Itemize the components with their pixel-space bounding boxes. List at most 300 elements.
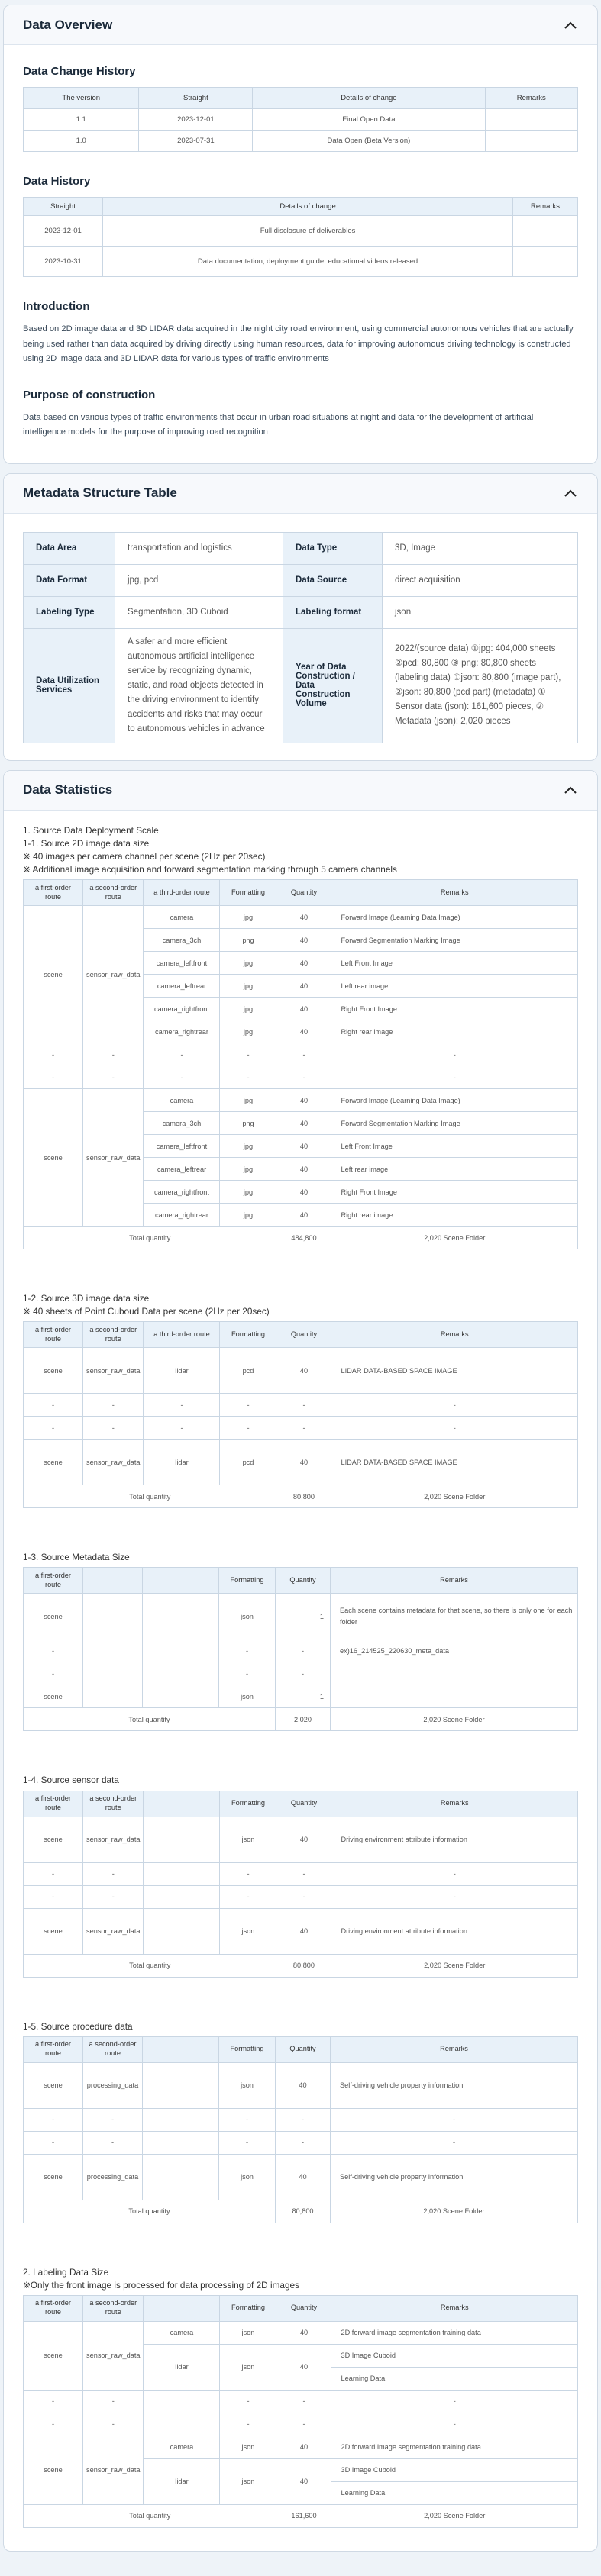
table-cell: camera_3ch	[144, 929, 220, 952]
table-cell: 40	[276, 2154, 331, 2200]
table-cell: camera_leftrear	[144, 975, 220, 998]
meta-key: Data Type	[283, 532, 383, 564]
column-header: Formatting	[219, 2036, 276, 2062]
table-cell: Each scene contains metadata for that scene, so there is only one for each folder	[331, 1594, 578, 1639]
column-header	[143, 1568, 219, 1594]
table-cell: 40	[276, 929, 331, 952]
table-cell	[83, 1685, 143, 1708]
table-cell: lidar	[144, 2344, 220, 2390]
table-cell: 2023-12-01	[139, 109, 253, 131]
table-cell: sensor_raw_data	[83, 1089, 144, 1227]
table-row	[24, 1685, 578, 1708]
total-remark: 2,020 Scene Folder	[331, 2200, 578, 2223]
table-cell: scene	[24, 1089, 83, 1227]
column-header: Remarks	[331, 1568, 578, 1594]
table-cell: -	[276, 1662, 331, 1685]
column-header: Remarks	[331, 880, 578, 906]
table-cell: camera_rightrear	[144, 1204, 220, 1227]
table-cell: json	[220, 1908, 276, 1954]
table-cell: scene	[24, 2154, 83, 2200]
column-header: Straight	[24, 198, 103, 216]
table-row	[24, 2321, 578, 2344]
column-header: Quantity	[276, 880, 331, 906]
table-row	[24, 1817, 578, 1862]
table-cell: -	[219, 1662, 276, 1685]
meta-value: Segmentation, 3D Cuboid	[115, 596, 283, 628]
total-label: Total quantity	[24, 2504, 276, 2527]
table-row	[24, 2413, 578, 2436]
table-row	[24, 131, 578, 152]
table-cell: -	[24, 1394, 83, 1417]
table-cell: json	[220, 1817, 276, 1862]
table-cell: json	[219, 1594, 276, 1639]
chevron-up-icon[interactable]	[562, 782, 579, 798]
total-label: Total quantity	[24, 1485, 276, 1508]
section-heading: Purpose of construction	[23, 388, 156, 401]
table-cell: -	[220, 1043, 276, 1066]
table-cell: 3D Image Cuboid	[331, 2344, 578, 2367]
table-row	[24, 2108, 578, 2131]
table-cell	[144, 1908, 220, 1954]
table-cell: -	[331, 2131, 578, 2154]
table-cell: json	[220, 2344, 276, 2390]
table-cell: 2023-12-01	[24, 216, 103, 247]
table-cell: Right rear image	[331, 1020, 578, 1043]
labeling-section	[23, 2266, 578, 2528]
table-cell: json	[220, 2321, 276, 2344]
total-value: 80,800	[276, 1954, 331, 1977]
table-cell: -	[24, 2413, 83, 2436]
table-cell: LIDAR DATA-BASED SPACE IMAGE	[331, 1440, 578, 1485]
column-header	[83, 1568, 143, 1594]
table-cell: Left Front Image	[331, 952, 578, 975]
meta-value: 2022/(source data) ①jpg: 404,000 sheets ②pcd: 80,800 ③ png: 80,800 sheets (labeling data) ①json: 80,800 (image part), ②json: 80,800 (pcd part) (metadata) ① Sensor data (json): 161,600 pieces, ② Metadata (json): 2,020 pieces	[383, 628, 578, 743]
total-row	[24, 1227, 578, 1249]
table-cell: sensor_raw_data	[83, 906, 144, 1043]
panel-header[interactable]	[4, 474, 597, 514]
table-row	[24, 532, 578, 564]
table-cell: scene	[24, 1908, 83, 1954]
table-cell: -	[276, 1417, 331, 1440]
table-cell: scene	[24, 1348, 83, 1394]
table-row	[24, 2154, 578, 2200]
table-cell: -	[24, 2131, 83, 2154]
column-header: Quantity	[276, 1791, 331, 1817]
table-cell: camera_rightfront	[144, 1181, 220, 1204]
source-metadata-table	[23, 1567, 578, 1731]
table-cell: Driving environment attribute information	[331, 1908, 578, 1954]
table-cell: camera_3ch	[144, 1112, 220, 1135]
data-overview-panel	[3, 5, 598, 464]
table-cell: jpg	[220, 1181, 276, 1204]
column-header: a first-order route	[24, 1322, 83, 1348]
total-value: 161,600	[276, 2504, 331, 2527]
table-cell: -	[83, 1885, 144, 1908]
table-cell: sensor_raw_data	[83, 1817, 144, 1862]
table-cell: jpg	[220, 1204, 276, 1227]
table-cell: 40	[276, 2062, 331, 2108]
table-row	[24, 906, 578, 929]
meta-key: Year of Data Construction / Data Construction Volume	[283, 628, 383, 743]
table-cell: -	[276, 1639, 331, 1662]
table-cell: -	[331, 2413, 578, 2436]
table-cell: 1	[276, 1594, 331, 1639]
section-heading: Introduction	[23, 300, 90, 313]
table-cell: 40	[276, 1181, 331, 1204]
table-cell: 2023-07-31	[139, 131, 253, 152]
table-cell: -	[24, 1885, 83, 1908]
table-cell	[83, 1662, 143, 1685]
section-heading: Data Change History	[23, 65, 136, 78]
table-cell: sensor_raw_data	[83, 2436, 144, 2504]
column-header	[144, 1791, 220, 1817]
table-cell: -	[83, 2108, 143, 2131]
source-3d-section	[23, 1292, 578, 1508]
column-header: Formatting	[220, 880, 276, 906]
total-row	[24, 1954, 578, 1977]
source-2d-table	[23, 879, 578, 1249]
table-cell: -	[24, 2390, 83, 2413]
table-cell: camera_rightrear	[144, 1020, 220, 1043]
table-cell: lidar	[144, 1440, 220, 1485]
table-cell: jpg	[220, 1135, 276, 1158]
table-cell: Data documentation, deployment guide, educational videos released	[103, 247, 513, 277]
table-cell: camera	[144, 906, 220, 929]
total-value: 80,800	[276, 1485, 331, 1508]
table-row	[24, 1394, 578, 1417]
total-label: Total quantity	[24, 1708, 276, 1731]
table-cell: pcd	[220, 1348, 276, 1394]
total-remark: 2,020 Scene Folder	[331, 1227, 578, 1249]
table-cell: -	[331, 1885, 578, 1908]
table-cell: scene	[24, 2436, 83, 2504]
table-cell: camera_leftfront	[144, 1135, 220, 1158]
table-cell: 40	[276, 1817, 331, 1862]
column-header: Remarks	[331, 1791, 578, 1817]
table-row	[24, 1066, 578, 1089]
table-cell: -	[220, 1066, 276, 1089]
table-cell: -	[24, 1639, 83, 1662]
table-cell: -	[83, 2390, 144, 2413]
table-cell: 40	[276, 1440, 331, 1485]
meta-key: Data Area	[24, 532, 115, 564]
table-cell: -	[24, 1417, 83, 1440]
table-row	[24, 1348, 578, 1394]
column-header: a second-order route	[83, 1322, 144, 1348]
table-cell: 3D Image Cuboid	[331, 2458, 578, 2481]
column-header: a second-order route	[83, 880, 144, 906]
table-cell: -	[24, 2108, 83, 2131]
table-cell: 40	[276, 2458, 331, 2504]
table-cell: 40	[276, 1020, 331, 1043]
column-header: a second-order route	[83, 1791, 144, 1817]
statistics-panel	[3, 770, 598, 2552]
chevron-up-icon[interactable]	[562, 485, 579, 501]
meta-key: Data Source	[283, 564, 383, 596]
source-metadata-section	[23, 1551, 578, 1731]
column-header: a third-order route	[144, 1322, 220, 1348]
table-cell	[83, 1639, 143, 1662]
meta-key: Labeling format	[283, 596, 383, 628]
table-cell: jpg	[220, 952, 276, 975]
table-cell	[144, 1862, 220, 1885]
table-cell: processing_data	[83, 2062, 143, 2108]
chevron-up-icon[interactable]	[562, 17, 579, 34]
table-cell: scene	[24, 1594, 83, 1639]
total-remark: 2,020 Scene Folder	[331, 1954, 578, 1977]
table-cell: Forward Segmentation Marking Image	[331, 1112, 578, 1135]
table-cell: sensor_raw_data	[83, 1440, 144, 1485]
table-cell: -	[331, 1394, 578, 1417]
total-label: Total quantity	[24, 1227, 276, 1249]
column-header: a first-order route	[24, 880, 83, 906]
table-cell: LIDAR DATA-BASED SPACE IMAGE	[331, 1348, 578, 1394]
table-cell: -	[219, 1639, 276, 1662]
table-cell: 40	[276, 2436, 331, 2458]
column-header: Formatting	[220, 1322, 276, 1348]
table-row	[24, 1639, 578, 1662]
table-cell	[143, 1685, 219, 1708]
column-header: a second-order route	[83, 2295, 144, 2321]
table-row	[24, 1043, 578, 1066]
total-value: 80,800	[276, 2200, 331, 2223]
section-line: 1-1. Source 2D image data size	[23, 837, 150, 849]
column-header: Formatting	[220, 1791, 276, 1817]
change-history-table	[23, 87, 578, 152]
table-cell	[144, 1885, 220, 1908]
meta-key: Labeling Type	[24, 596, 115, 628]
table-cell: -	[24, 1066, 83, 1089]
table-cell: ex)16_214525_220630_meta_data	[331, 1639, 578, 1662]
table-cell: 40	[276, 1089, 331, 1112]
table-cell: -	[83, 1862, 144, 1885]
column-header: Quantity	[276, 1568, 331, 1594]
table-cell: 40	[276, 2344, 331, 2390]
table-cell: Forward Segmentation Marking Image	[331, 929, 578, 952]
table-cell: 40	[276, 1908, 331, 1954]
table-row	[24, 1885, 578, 1908]
table-cell: Final Open Data	[253, 109, 485, 131]
column-header: Formatting	[219, 1568, 276, 1594]
total-remark: 2,020 Scene Folder	[331, 1485, 578, 1508]
column-header: Remarks	[331, 2295, 578, 2321]
table-cell: Right Front Image	[331, 1181, 578, 1204]
table-row	[24, 596, 578, 628]
table-cell	[331, 1685, 578, 1708]
table-cell: -	[331, 2108, 578, 2131]
column-header: Remarks	[331, 2036, 578, 2062]
column-header: Remarks	[485, 88, 577, 109]
labeling-table	[23, 2295, 578, 2528]
table-cell: -	[220, 1885, 276, 1908]
total-row	[24, 2504, 578, 2527]
table-cell: -	[331, 1066, 578, 1089]
table-cell	[485, 131, 577, 152]
meta-value: direct acquisition	[383, 564, 578, 596]
source-procedure-table	[23, 2036, 578, 2223]
table-cell: Left rear image	[331, 975, 578, 998]
table-cell: 40	[276, 1348, 331, 1394]
column-header: a first-order route	[24, 1568, 83, 1594]
table-row	[24, 109, 578, 131]
table-row	[24, 2390, 578, 2413]
table-cell: -	[276, 1862, 331, 1885]
table-cell: -	[276, 2390, 331, 2413]
column-header: a first-order route	[24, 2295, 83, 2321]
table-row	[24, 1594, 578, 1639]
table-cell: json	[220, 2436, 276, 2458]
table-row	[24, 2436, 578, 2458]
meta-value: 3D, Image	[383, 532, 578, 564]
table-row	[24, 1908, 578, 1954]
total-remark: 2,020 Scene Folder	[331, 1708, 578, 1731]
table-row	[24, 1440, 578, 1485]
source-sensor-table	[23, 1791, 578, 1978]
table-cell: sensor_raw_data	[83, 1908, 144, 1954]
table-cell	[143, 2131, 219, 2154]
table-cell: -	[276, 2131, 331, 2154]
table-cell	[513, 216, 578, 247]
metadata-table	[23, 532, 578, 743]
table-cell: -	[24, 1662, 83, 1685]
table-cell: Self-driving vehicle property information	[331, 2154, 578, 2200]
table-cell	[143, 1662, 219, 1685]
table-cell: Driving environment attribute information	[331, 1817, 578, 1862]
source-2d-section	[23, 824, 578, 1249]
meta-value: transportation and logistics	[115, 532, 283, 564]
source-3d-table	[23, 1321, 578, 1508]
total-row	[24, 1708, 578, 1731]
table-cell: sensor_raw_data	[83, 2321, 144, 2390]
table-cell: 40	[276, 1158, 331, 1181]
data-history-table	[23, 197, 578, 277]
table-cell: sensor_raw_data	[83, 1348, 144, 1394]
table-cell: 40	[276, 975, 331, 998]
column-header: Remarks	[331, 1322, 578, 1348]
table-row	[24, 216, 578, 247]
table-cell: jpg	[220, 1020, 276, 1043]
table-cell: 40	[276, 1112, 331, 1135]
table-cell: lidar	[144, 1348, 220, 1394]
table-cell: 1	[276, 1685, 331, 1708]
table-cell	[144, 2413, 220, 2436]
table-cell: 40	[276, 952, 331, 975]
table-cell: -	[276, 1043, 331, 1066]
section-note: ※ 40 sheets of Point Cuboud Data per scene (2Hz per 20sec)	[23, 1306, 270, 1317]
table-cell: camera_leftrear	[144, 1158, 220, 1181]
table-cell: -	[276, 2413, 331, 2436]
table-cell: -	[276, 2108, 331, 2131]
table-cell: Learning Data	[331, 2481, 578, 2504]
source-sensor-section	[23, 1774, 578, 1977]
table-cell: jpg	[220, 1089, 276, 1112]
section-note: ※Only the front image is processed for data processing of 2D images	[23, 2279, 299, 2291]
table-cell: -	[83, 2131, 143, 2154]
column-header: Quantity	[276, 2036, 331, 2062]
table-cell: Forward Image (Learning Data Image)	[331, 906, 578, 929]
table-cell: png	[220, 929, 276, 952]
table-cell: scene	[24, 1817, 83, 1862]
table-cell	[143, 1639, 219, 1662]
table-row	[24, 1662, 578, 1685]
table-cell	[143, 2154, 219, 2200]
purpose-text: Data based on various types of traffic environments that occur in urban road situations at night and data for the development of artificial intelligence models for the purpose of improving road recognition	[23, 412, 534, 437]
table-cell: scene	[24, 906, 83, 1043]
column-header: Remarks	[513, 198, 578, 216]
table-cell: -	[220, 2413, 276, 2436]
table-cell	[143, 2108, 219, 2131]
column-header: a second-order route	[83, 2036, 143, 2062]
table-cell: 40	[276, 1204, 331, 1227]
total-label: Total quantity	[24, 2200, 276, 2223]
table-cell: camera_rightfront	[144, 998, 220, 1020]
column-header: Quantity	[276, 1322, 331, 1348]
table-cell: camera	[144, 2436, 220, 2458]
total-remark: 2,020 Scene Folder	[331, 2504, 578, 2527]
total-value: 484,800	[276, 1227, 331, 1249]
table-cell: 2023-10-31	[24, 247, 103, 277]
table-cell: -	[144, 1043, 220, 1066]
table-cell	[144, 2390, 220, 2413]
table-cell: Full disclosure of deliverables	[103, 216, 513, 247]
column-header: Formatting	[220, 2295, 276, 2321]
meta-value: A safer and more efficient autonomous artificial intelligence service by recognizing dynamic, static, and road objects detected in the driving environment to identify accidents and risks that may occur to autonomous vehicles in advance	[115, 628, 283, 743]
panel-title: Data Statistics	[23, 782, 113, 798]
table-cell: -	[144, 1417, 220, 1440]
table-cell: -	[331, 2390, 578, 2413]
table-cell: -	[220, 1394, 276, 1417]
table-cell: lidar	[144, 2458, 220, 2504]
table-cell: camera_leftfront	[144, 952, 220, 975]
column-header: Details of change	[103, 198, 513, 216]
table-row	[24, 247, 578, 277]
table-row	[24, 1862, 578, 1885]
table-cell: -	[144, 1394, 220, 1417]
table-cell: -	[24, 1862, 83, 1885]
panel-header[interactable]	[4, 5, 597, 45]
source-procedure-section	[23, 2020, 578, 2223]
table-cell	[331, 1662, 578, 1685]
table-cell: Data Open (Beta Version)	[253, 131, 485, 152]
table-cell: -	[220, 1862, 276, 1885]
total-value: 2,020	[276, 1708, 331, 1731]
table-cell: -	[83, 1066, 144, 1089]
table-cell: -	[331, 1862, 578, 1885]
table-row	[24, 2131, 578, 2154]
table-cell: Left rear image	[331, 1158, 578, 1181]
section-note: ※ 40 images per camera channel per scene (2Hz per 20sec)	[23, 850, 266, 862]
table-cell: 40	[276, 2321, 331, 2344]
table-cell: -	[220, 1417, 276, 1440]
table-cell	[513, 247, 578, 277]
column-header: Details of change	[253, 88, 485, 109]
table-cell: processing_data	[83, 2154, 143, 2200]
total-label: Total quantity	[24, 1954, 276, 1977]
table-cell: scene	[24, 1685, 83, 1708]
table-cell: jpg	[220, 906, 276, 929]
panel-header[interactable]	[4, 771, 597, 811]
table-cell: -	[83, 1417, 144, 1440]
column-header: The version	[24, 88, 139, 109]
table-cell: scene	[24, 2062, 83, 2108]
table-cell: png	[220, 1112, 276, 1135]
table-cell: -	[219, 2108, 276, 2131]
table-cell: -	[144, 1066, 220, 1089]
table-cell: -	[220, 2390, 276, 2413]
table-cell: 1.0	[24, 131, 139, 152]
metadata-panel	[3, 473, 598, 761]
meta-key: Data Utilization Services	[24, 628, 115, 743]
